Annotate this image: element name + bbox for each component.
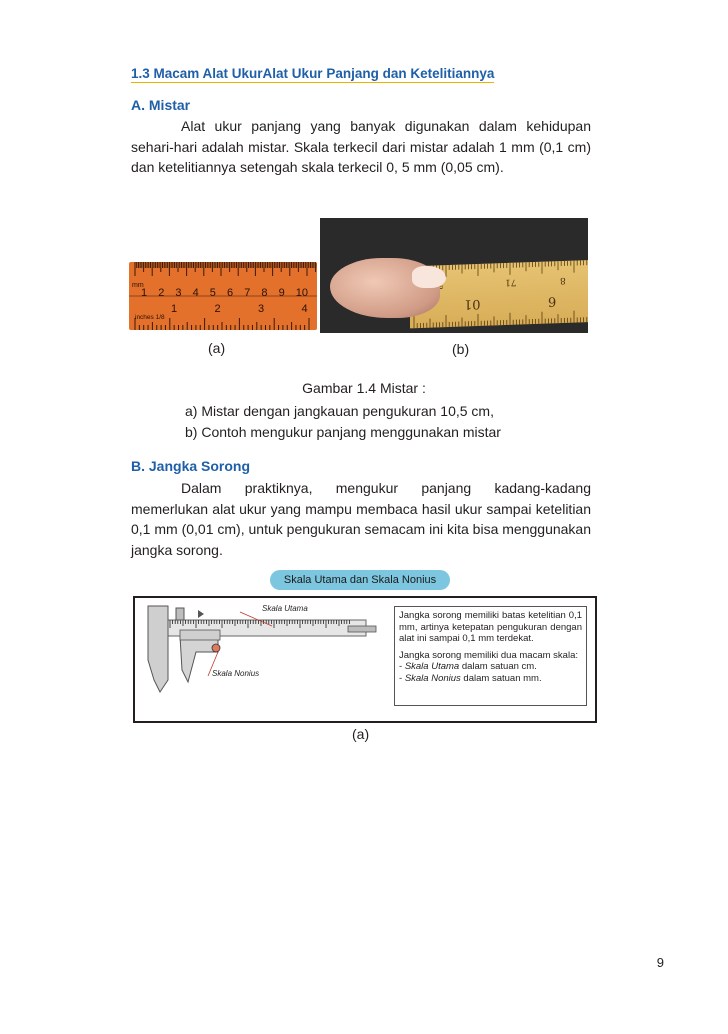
figure-a-label: (a): [208, 340, 226, 356]
info-item-utama-rest: dalam satuan cm.: [459, 661, 537, 672]
wooden-ruler-number: 6: [548, 293, 557, 309]
wooden-ruler-number: 71: [505, 276, 517, 287]
ruler-number-row: [131, 287, 317, 299]
section-title: 1.3 Macam Alat UkurAlat Ukur Panjang dan Ketelitiannya: [131, 66, 495, 81]
ruler-inch-number: 3: [258, 303, 265, 315]
skala-utama-label: Skala Utama: [262, 604, 308, 613]
ruler-inch-number: 1: [171, 303, 178, 315]
caliper-figure-label: (a): [352, 726, 370, 742]
ruler-number: 3: [175, 287, 182, 299]
jangka-heading: B. Jangka Sorong: [131, 458, 251, 474]
ruler-image: [129, 262, 317, 330]
caliper-info-box: [394, 606, 587, 706]
ruler-inch-number: 2: [214, 303, 221, 315]
figure-caption-title: Gambar 1.4 Mistar :: [302, 380, 426, 396]
ruler-number: 4: [192, 287, 199, 299]
info-item-nonius-term: Skala Nonius: [404, 672, 461, 684]
jangka-paragraph: Dalam praktiknya, mengukur panjang kadang-kadang memerlukan alat ukur yang mampu membaca hasil ukur sampai ketelitian 0,1 mm (0,01 cm), untuk pengukuran semacam ini kita bisa menggunakan jangka sorong.: [131, 480, 591, 558]
ruler-photo: [320, 218, 588, 333]
wooden-ruler-number: 8: [560, 274, 566, 286]
info-dash: -: [399, 672, 405, 684]
ruler-unit-inches: inches 1/8: [135, 314, 165, 321]
info-scales-text: Jangka sorong memiliki dua macam skala:: [399, 649, 578, 661]
figure-b-label: (b): [452, 341, 470, 357]
wooden-ruler-number: 01: [464, 295, 481, 312]
ruler-number: 7: [244, 287, 251, 299]
ruler-inch-number: 4: [301, 303, 308, 315]
page-number: 9: [656, 955, 664, 970]
figure-caption-item-a: a) Mistar dengan jangkauan pengukuran 10,5 cm,: [185, 403, 494, 419]
ruler-number: 9: [278, 287, 285, 299]
mistar-paragraph: Alat ukur panjang yang banyak digunakan dalam kehidupan sehari-hari adalah mistar. Skala terkecil dari mistar adalah 1 mm (0,1 cm) dan ketelitiannya setengah skala terkecil 0, 5 mm (0,05 cm).: [131, 118, 591, 175]
scale-badge: Skala Utama dan Skala Nonius: [270, 570, 450, 590]
ruler-number: 10: [295, 287, 309, 299]
figure-caption-item-b: b) Contoh mengukur panjang menggunakan mistar: [185, 424, 501, 440]
ruler-number: 6: [227, 287, 234, 299]
mistar-heading: A. Mistar: [131, 97, 191, 113]
ruler-number: 8: [261, 287, 268, 299]
ruler-number: 5: [209, 287, 216, 299]
ruler-number: 2: [158, 287, 165, 299]
info-precision-text: Jangka sorong memiliki batas ketelitian 0,1 mm, artinya ketepatan pengukuran dengan alat ini sampai 0,1 mm terdekat.: [399, 610, 582, 644]
info-dash: -: [399, 661, 405, 672]
ruler-number: 1: [141, 287, 148, 299]
caliper-drawing: [140, 600, 380, 695]
info-item-utama: [399, 661, 582, 673]
thumbnail: [412, 266, 446, 288]
skala-nonius-label: Skala Nonius: [212, 669, 260, 678]
info-item-nonius: [399, 673, 582, 685]
ruler-unit-mm: mm: [132, 282, 144, 289]
info-item-nonius-rest: dalam satuan mm.: [460, 672, 542, 684]
info-item-utama-term: Skala Utama: [404, 661, 460, 672]
